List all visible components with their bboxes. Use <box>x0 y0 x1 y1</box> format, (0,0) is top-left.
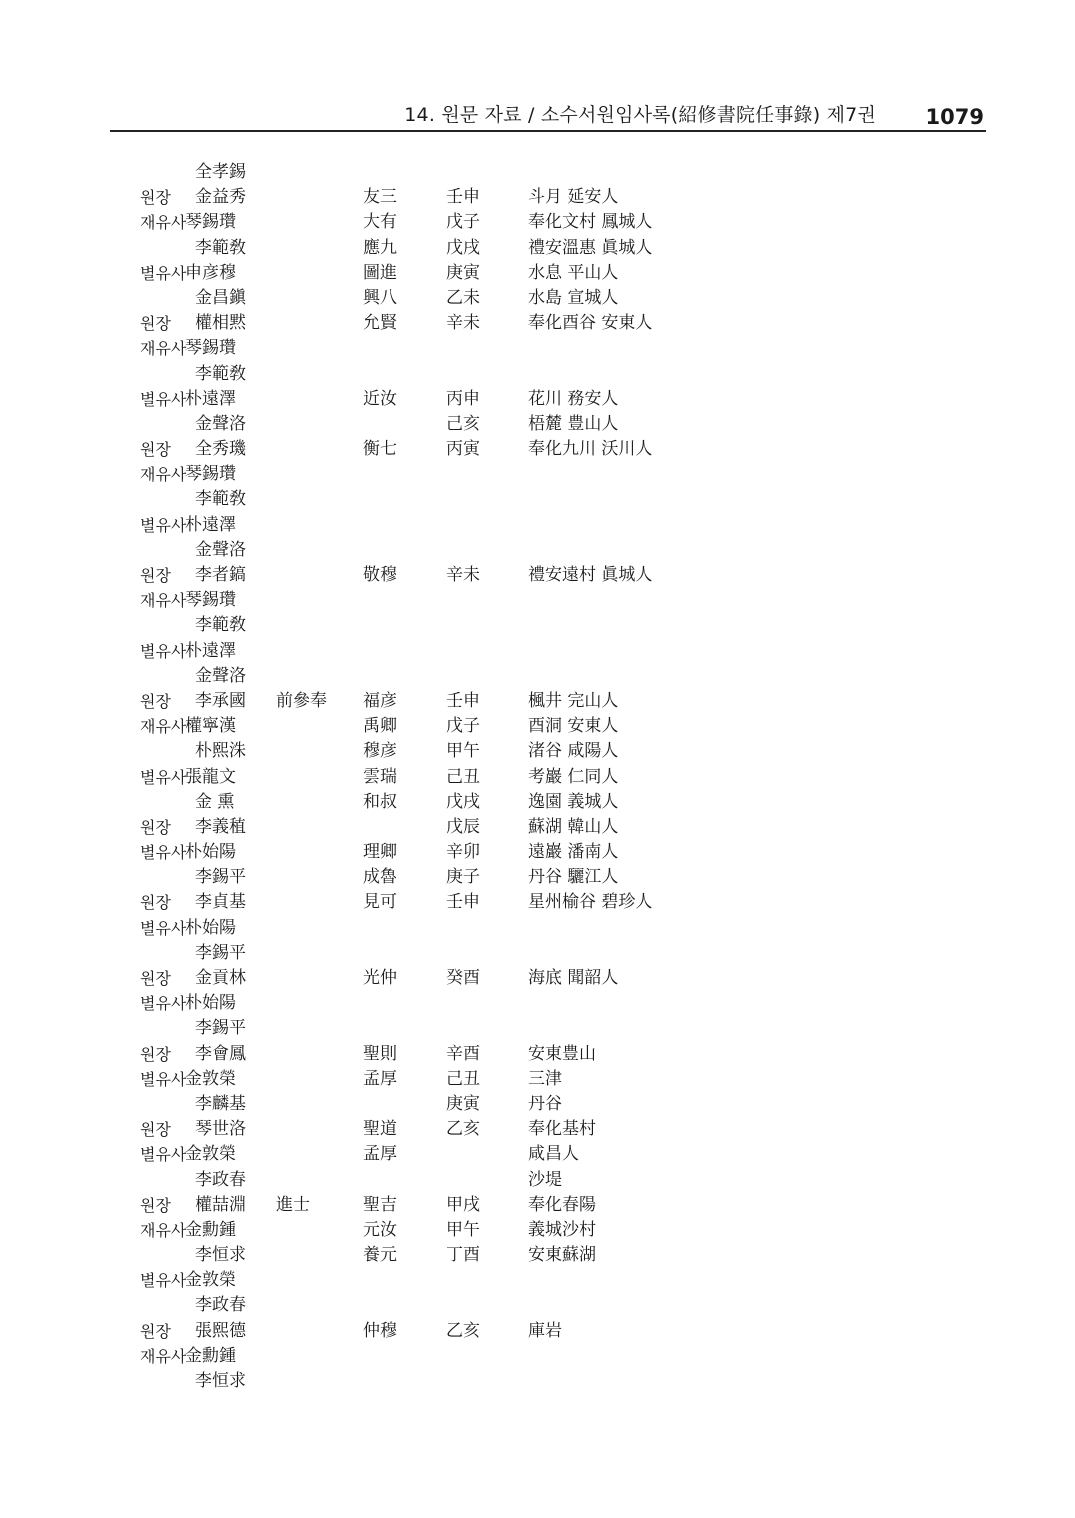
record-courtesy-name: 聖則 <box>363 1043 397 1064</box>
record-title: 進士 <box>276 1194 310 1215</box>
record-name: 李會鳳 <box>195 1043 246 1064</box>
record-role: 재유사 <box>140 465 187 485</box>
record-row <box>0 714 1075 739</box>
record-name: 朴始陽 <box>185 993 236 1014</box>
record-name: 朴熙洙 <box>195 741 246 762</box>
page-number: 1079 <box>925 105 984 129</box>
record-courtesy-name: 衡七 <box>363 439 397 460</box>
record-courtesy-name: 大有 <box>363 212 397 233</box>
record-birth-year: 丙寅 <box>446 439 480 460</box>
record-name: 金聲洛 <box>195 413 246 434</box>
record-row <box>0 941 1075 966</box>
record-role: 원장 <box>140 1120 171 1140</box>
record-row <box>0 185 1075 210</box>
record-row <box>0 362 1075 387</box>
record-row <box>0 1016 1075 1041</box>
record-row <box>0 1067 1075 1092</box>
record-residence: 沙堤 <box>528 1169 562 1190</box>
record-row <box>0 487 1075 512</box>
record-residence: 渚谷 咸陽人 <box>528 741 619 762</box>
record-role: 별유사 <box>140 515 187 535</box>
record-courtesy-name: 見可 <box>363 892 397 913</box>
record-row <box>0 1268 1075 1293</box>
record-courtesy-name: 聖道 <box>363 1119 397 1140</box>
record-courtesy-name: 和叔 <box>363 791 397 812</box>
record-courtesy-name: 興八 <box>363 287 397 308</box>
record-row <box>0 412 1075 437</box>
record-row <box>0 286 1075 311</box>
record-row <box>0 462 1075 487</box>
record-birth-year: 戊子 <box>446 716 480 737</box>
record-name: 金貢林 <box>195 968 246 988</box>
record-courtesy-name: 允賢 <box>363 313 397 334</box>
record-name: 李錫平 <box>195 867 246 888</box>
record-name: 李麟基 <box>195 1093 246 1114</box>
record-row <box>0 739 1075 764</box>
record-courtesy-name: 友三 <box>363 187 397 208</box>
record-row <box>0 1168 1075 1193</box>
record-row <box>0 563 1075 588</box>
record-name: 李義稙 <box>195 816 246 837</box>
record-row <box>0 765 1075 790</box>
record-role: 별유사 <box>140 843 187 863</box>
record-birth-year: 庚寅 <box>446 262 480 283</box>
record-birth-year: 甲午 <box>446 1219 480 1240</box>
record-role: 별유사 <box>140 994 187 1014</box>
record-name: 金敦榮 <box>185 1144 236 1165</box>
record-name: 金敦榮 <box>185 1270 236 1291</box>
record-residence: 奉化九川 沃川人 <box>528 439 653 460</box>
record-courtesy-name: 孟厚 <box>363 1144 397 1165</box>
record-name: 琴錫瓚 <box>185 212 236 233</box>
record-name: 琴世洛 <box>195 1119 246 1140</box>
running-header <box>110 104 986 132</box>
record-name: 李範敎 <box>195 237 246 258</box>
record-residence: 海底 聞韶人 <box>528 968 619 988</box>
record-birth-year: 乙亥 <box>446 1119 480 1140</box>
record-courtesy-name: 理卿 <box>363 842 397 863</box>
record-birth-year: 癸酉 <box>446 968 480 988</box>
record-courtesy-name: 福彦 <box>363 690 397 711</box>
record-role: 원장 <box>140 440 171 460</box>
record-residence: 三津 <box>528 1068 562 1089</box>
record-name: 全孝錫 <box>195 162 246 182</box>
record-name: 權相黙 <box>195 313 246 334</box>
record-row <box>0 236 1075 261</box>
record-role: 재유사 <box>140 1346 187 1366</box>
record-name: 朴遠澤 <box>185 640 236 661</box>
record-row <box>0 160 1075 185</box>
record-residence: 奉化文村 鳳城人 <box>528 212 653 233</box>
record-residence: 逸園 義城人 <box>528 791 619 812</box>
record-courtesy-name: 敬穆 <box>363 565 397 585</box>
record-name: 朴始陽 <box>185 842 236 863</box>
record-role: 별유사 <box>140 641 187 661</box>
record-row <box>0 1369 1075 1394</box>
record-name: 李貞基 <box>195 892 246 913</box>
record-birth-year: 戊戌 <box>446 791 480 812</box>
record-name: 權寧漢 <box>185 716 236 737</box>
record-residence: 奉化春陽 <box>528 1194 596 1215</box>
record-birth-year: 辛未 <box>446 313 480 334</box>
record-name: 李範敎 <box>195 489 246 510</box>
record-name: 朴始陽 <box>185 917 236 938</box>
record-courtesy-name: 穆彦 <box>363 741 397 762</box>
record-name: 李承國 <box>195 690 246 711</box>
record-name: 權喆淵 <box>195 1194 246 1215</box>
record-row <box>0 588 1075 613</box>
record-courtesy-name: 成魯 <box>363 867 397 888</box>
record-birth-year: 壬申 <box>446 690 480 711</box>
record-row <box>0 689 1075 714</box>
record-name: 張熙德 <box>195 1320 246 1341</box>
record-courtesy-name: 仲穆 <box>363 1320 397 1341</box>
record-courtesy-name: 雲瑞 <box>363 766 397 787</box>
record-name: 李政春 <box>195 1169 246 1190</box>
record-residence: 奉化酉谷 安東人 <box>528 313 653 334</box>
record-role: 원장 <box>140 566 171 585</box>
record-birth-year: 辛酉 <box>446 1043 480 1064</box>
record-birth-year: 己丑 <box>446 1068 480 1089</box>
record-row <box>0 1218 1075 1243</box>
record-role: 원장 <box>140 817 171 837</box>
record-name: 李恒求 <box>195 1245 246 1266</box>
record-row <box>0 261 1075 286</box>
record-residence: 奉化基村 <box>528 1119 596 1140</box>
record-row <box>0 664 1075 689</box>
record-role: 별유사 <box>140 918 187 938</box>
record-role: 재유사 <box>140 717 187 737</box>
record-role: 재유사 <box>140 591 187 611</box>
record-role: 원장 <box>140 1321 171 1341</box>
record-row <box>0 1117 1075 1142</box>
record-birth-year: 戊戌 <box>446 237 480 258</box>
record-role: 별유사 <box>140 1271 187 1291</box>
record-birth-year: 甲戌 <box>446 1194 480 1215</box>
record-birth-year: 庚寅 <box>446 1093 480 1114</box>
record-role: 원장 <box>140 969 171 988</box>
record-row <box>0 538 1075 563</box>
record-name: 張龍文 <box>185 766 236 787</box>
record-title: 前參奉 <box>276 690 327 711</box>
record-residence: 酉洞 安東人 <box>528 716 619 737</box>
record-birth-year: 壬申 <box>446 892 480 913</box>
record-name: 李者鎬 <box>195 565 246 585</box>
record-courtesy-name: 禹卿 <box>363 716 397 737</box>
record-row <box>0 966 1075 991</box>
record-residence: 考巖 仁同人 <box>528 766 619 787</box>
record-birth-year: 甲午 <box>446 741 480 762</box>
record-row <box>0 311 1075 336</box>
record-role: 별유사 <box>140 389 187 409</box>
record-name: 李錫平 <box>195 1018 246 1039</box>
record-birth-year: 乙亥 <box>446 1320 480 1341</box>
record-name: 金勳鍾 <box>185 1345 236 1366</box>
record-name: 琴錫瓚 <box>185 338 236 359</box>
record-residence: 禮安遠村 眞城人 <box>528 565 653 585</box>
record-residence: 咸昌人 <box>528 1144 579 1165</box>
record-birth-year: 庚子 <box>446 867 480 888</box>
record-residence: 梧麓 豊山人 <box>528 413 619 434</box>
record-row <box>0 1142 1075 1167</box>
record-role: 원장 <box>140 893 171 913</box>
header-title: 14. 원문 자료 / 소수서원임사록(紹修書院任事錄) 제7권 <box>404 104 876 126</box>
record-row <box>0 437 1075 462</box>
record-birth-year: 丙申 <box>446 388 480 409</box>
record-name: 全秀璣 <box>195 439 246 460</box>
record-name: 金 熏 <box>195 791 235 812</box>
record-residence: 花川 務安人 <box>528 388 619 409</box>
record-residence: 水島 宣城人 <box>528 287 619 308</box>
record-role: 별유사 <box>140 767 187 787</box>
record-row <box>0 513 1075 538</box>
record-name: 李範敎 <box>195 615 246 636</box>
record-row <box>0 890 1075 915</box>
record-courtesy-name: 孟厚 <box>363 1068 397 1089</box>
record-courtesy-name: 養元 <box>363 1245 397 1266</box>
record-residence: 斗月 延安人 <box>528 187 619 208</box>
record-row <box>0 639 1075 664</box>
record-residence: 星州榆谷 碧珍人 <box>528 892 653 913</box>
record-role: 원장 <box>140 188 171 208</box>
record-row <box>0 1319 1075 1344</box>
record-row <box>0 840 1075 865</box>
record-role: 원장 <box>140 314 171 334</box>
record-row <box>0 790 1075 815</box>
record-courtesy-name: 聖吉 <box>363 1194 397 1215</box>
record-role: 원장 <box>140 1044 171 1064</box>
record-row <box>0 1193 1075 1218</box>
record-name: 朴遠澤 <box>185 388 236 409</box>
record-courtesy-name: 圖進 <box>363 262 397 283</box>
record-name: 金益秀 <box>195 187 246 208</box>
record-role: 별유사 <box>140 1145 187 1165</box>
record-row <box>0 916 1075 941</box>
record-name: 金聲洛 <box>195 539 246 560</box>
record-residence: 丹谷 驪江人 <box>528 867 619 888</box>
record-birth-year: 己丑 <box>446 766 480 787</box>
record-residence: 義城沙村 <box>528 1219 596 1240</box>
record-birth-year: 戊子 <box>446 212 480 233</box>
record-name: 琴錫瓚 <box>185 590 236 611</box>
record-name: 李範敎 <box>195 363 246 384</box>
record-name: 金勳鍾 <box>185 1219 236 1240</box>
record-birth-year: 丁酉 <box>446 1245 480 1266</box>
record-name: 李恒求 <box>195 1371 246 1391</box>
record-row <box>0 1092 1075 1117</box>
record-birth-year: 辛未 <box>446 565 480 585</box>
record-birth-year: 乙未 <box>446 287 480 308</box>
record-residence: 丹谷 <box>528 1093 562 1114</box>
record-name: 李錫平 <box>195 942 246 963</box>
record-name: 李政春 <box>195 1295 246 1316</box>
record-row <box>0 387 1075 412</box>
record-name: 朴遠澤 <box>185 514 236 535</box>
record-courtesy-name: 近汝 <box>363 388 397 409</box>
record-residence: 安東豊山 <box>528 1043 596 1064</box>
record-residence: 蘇湖 韓山人 <box>528 816 619 837</box>
record-row <box>0 210 1075 235</box>
record-courtesy-name: 元汝 <box>363 1219 397 1240</box>
record-role: 별유사 <box>140 263 187 283</box>
record-row <box>0 336 1075 361</box>
record-row <box>0 1344 1075 1369</box>
record-name: 金昌鎭 <box>195 287 246 308</box>
record-name: 琴錫瓚 <box>185 464 236 485</box>
record-role: 원장 <box>140 1195 171 1215</box>
record-row <box>0 1293 1075 1318</box>
record-residence: 遠巖 潘南人 <box>528 842 619 863</box>
record-name: 申彦穆 <box>185 262 236 283</box>
record-row <box>0 1243 1075 1268</box>
record-name: 金聲洛 <box>195 665 246 686</box>
record-role: 재유사 <box>140 1220 187 1240</box>
record-residence: 楓井 完山人 <box>528 690 619 711</box>
record-residence: 禮安溫惠 眞城人 <box>528 237 653 258</box>
record-row <box>0 865 1075 890</box>
record-birth-year: 己亥 <box>446 413 480 434</box>
record-residence: 水息 平山人 <box>528 262 619 283</box>
record-courtesy-name: 應九 <box>363 237 397 258</box>
record-residence: 安東蘇湖 <box>528 1245 596 1266</box>
appointment-records <box>0 160 1075 1394</box>
record-courtesy-name: 光仲 <box>363 968 397 988</box>
record-role: 재유사 <box>140 339 187 359</box>
record-role: 원장 <box>140 691 171 711</box>
record-birth-year: 辛卯 <box>446 842 480 863</box>
record-residence: 庫岩 <box>528 1320 562 1341</box>
record-birth-year: 壬申 <box>446 187 480 208</box>
record-row <box>0 613 1075 638</box>
record-role: 별유사 <box>140 1069 187 1089</box>
record-name: 金敦榮 <box>185 1068 236 1089</box>
record-row <box>0 1042 1075 1067</box>
record-row <box>0 991 1075 1016</box>
record-row <box>0 815 1075 840</box>
record-birth-year: 戊辰 <box>446 816 480 837</box>
record-role: 재유사 <box>140 213 187 233</box>
